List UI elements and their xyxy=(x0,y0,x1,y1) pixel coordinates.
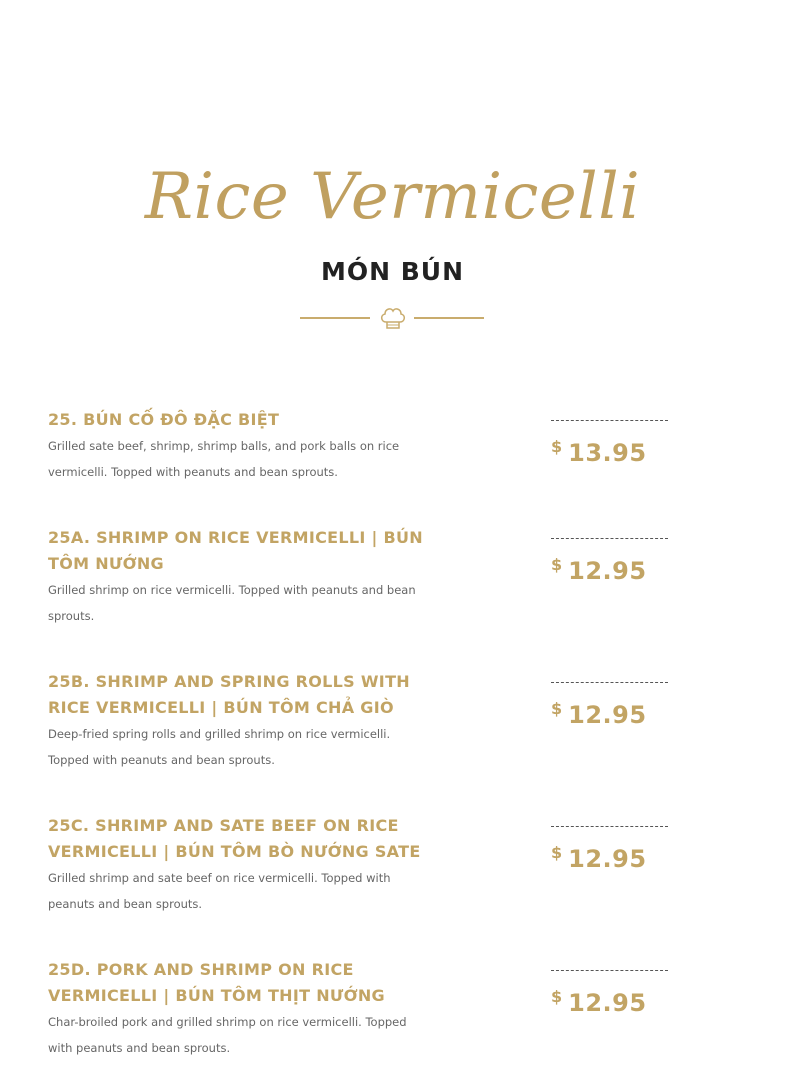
currency-symbol: $ xyxy=(551,437,563,456)
price-leader-dots xyxy=(551,970,668,971)
chef-hat-icon xyxy=(378,305,408,333)
title-divider xyxy=(300,305,485,333)
price-leader-dots xyxy=(551,420,668,421)
item-name: 25. BÚN CỐ ĐÔ ĐẶC BIỆT xyxy=(48,410,280,429)
item-description: Deep-fried spring rolls and grilled shrimp on rice vermicelli. Topped with peanuts and bean sprouts. xyxy=(48,727,391,767)
item-price xyxy=(551,435,647,467)
item-name: 25C. SHRIMP AND SATE BEEF ON RICE VERMICELLI | BÚN TÔM BÒ NƯỚNG SATE xyxy=(48,816,421,861)
item-description: Grilled sate beef, shrimp, shrimp balls, and pork balls on rice vermicelli. Topped with peanuts and bean sprouts. xyxy=(48,439,400,479)
price-amount: 12.95 xyxy=(568,701,647,729)
item-description: Char-broiled pork and grilled shrimp on rice vermicelli. Topped with peanuts and bean sprouts. xyxy=(48,1015,407,1055)
section-subtitle: MÓN BÚN xyxy=(320,257,465,286)
price-amount: 12.95 xyxy=(568,845,647,873)
item-description: Grilled shrimp and sate beef on rice vermicelli. Topped with peanuts and bean sprouts. xyxy=(48,871,391,911)
price-leader-dots xyxy=(551,826,668,827)
price-leader-dots xyxy=(551,682,668,683)
price-amount: 13.95 xyxy=(568,439,647,467)
item-price xyxy=(551,553,647,585)
item-name: 25A. SHRIMP ON RICE VERMICELLI | BÚN TÔM NƯỚNG xyxy=(48,528,423,573)
price-amount: 12.95 xyxy=(568,989,647,1017)
item-price xyxy=(551,841,647,873)
item-name: 25D. PORK AND SHRIMP ON RICE VERMICELLI | BÚN TÔM THỊT NƯỚNG xyxy=(48,960,385,1005)
currency-symbol: $ xyxy=(551,555,563,574)
item-price xyxy=(551,697,647,729)
divider-line-left xyxy=(300,317,370,319)
item-price xyxy=(551,985,647,1017)
currency-symbol: $ xyxy=(551,987,563,1006)
currency-symbol: $ xyxy=(551,843,563,862)
item-description: Grilled shrimp on rice vermicelli. Topped with peanuts and bean sprouts. xyxy=(48,583,416,623)
currency-symbol: $ xyxy=(551,699,563,718)
item-name: 25B. SHRIMP AND SPRING ROLLS WITH RICE VERMICELLI | BÚN TÔM CHẢ GIÒ xyxy=(48,672,410,717)
divider-line-right xyxy=(414,317,484,319)
price-amount: 12.95 xyxy=(568,557,647,585)
section-script-title: Rice Vermicelli xyxy=(144,160,641,234)
price-leader-dots xyxy=(551,538,668,539)
